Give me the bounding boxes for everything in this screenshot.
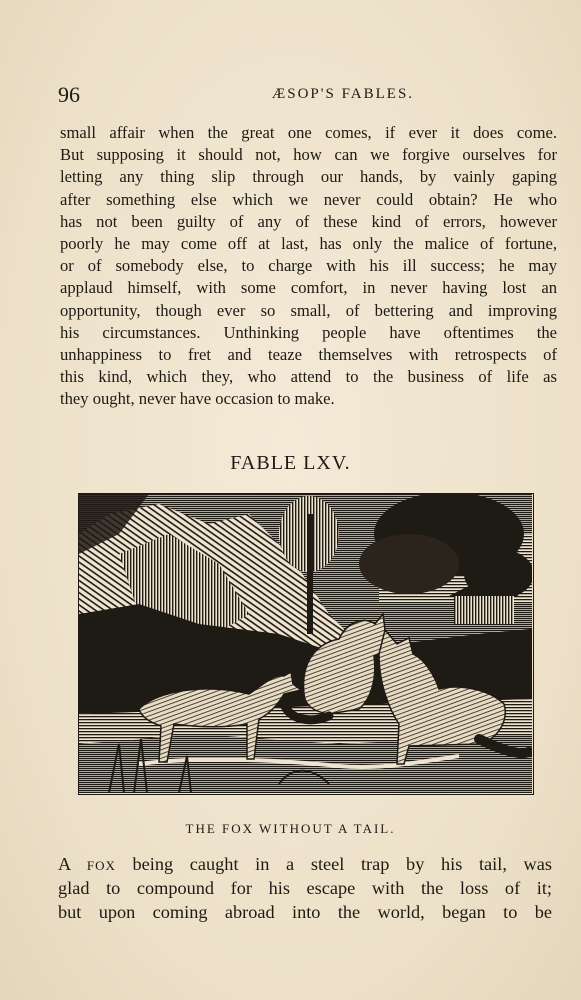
moral-paragraph [60,122,557,411]
text-line: small affair when the great one comes, if ever it does come. [60,123,557,142]
text-line: But supposing it should not, how can we forgive ourselves for [60,145,557,165]
woodcut-illustration [78,493,534,795]
text-line: opportunity, though ever so small, of bettering and improving [60,300,557,320]
text-line: poorly he may come off at last, has only the malice of fortune, [60,234,557,254]
text-line: has not been guilty of any of these kind of errors, however [60,211,557,231]
text-line [58,852,552,876]
opening-word: A [58,854,71,874]
opening-smallcaps: fox [86,854,116,874]
running-title: ÆSOP'S FABLES. [271,86,415,102]
fable-paragraph [58,852,552,924]
running-head [58,82,558,106]
text-line: his circumstances. Unthinking people have oftentimes the [60,322,557,342]
fable-title-caption: THE FOX WITHOUT A TAIL. [185,821,396,836]
fable-heading: FABLE LXV. [230,452,351,474]
text-line: glad to compound for his escape with the loss of it; [58,878,552,898]
page-number: 96 [58,82,80,107]
text-line: but upon coming abroad into the world, began to be [58,902,552,922]
text-line: after something else which we never could obtain? He who [60,189,557,209]
line-rest: being caught in a steel trap by his tail, was [115,854,552,874]
text-line: they ought, never have occasion to make. [60,389,335,409]
text-line: applaud himself, with some comfort, in never having lost an [60,278,557,298]
text-line: letting any thing slip through our hands, by vainly gaping [60,167,557,187]
text-line: this kind, which they, who attend to the business of life as [60,367,557,387]
text-line: unhappiness to fret and teaze themselves with retrospects of [60,345,557,365]
text-line: or of somebody else, to charge with his ill success; he may [60,256,557,276]
